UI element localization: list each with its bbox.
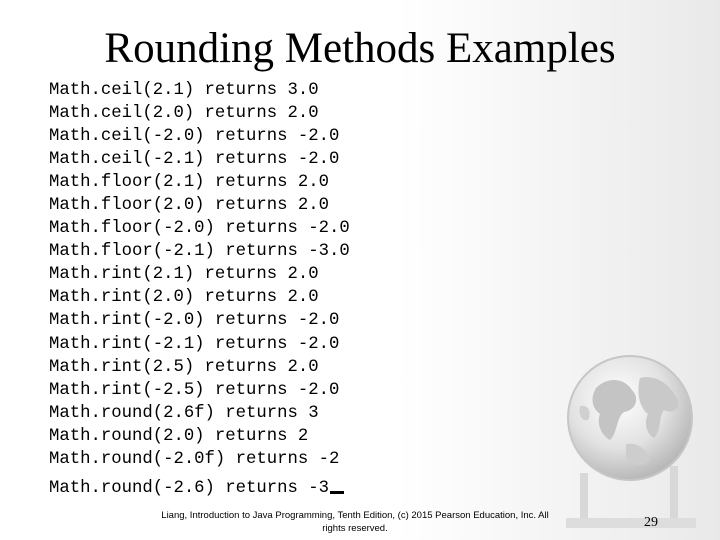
footer-line-1: Liang, Introduction to Java Programming, Tenth Edition, (c) 2015 Pearson Education, Inc. All [161,510,549,521]
code-line: Math.ceil(2.1) returns 3.0 [49,81,319,100]
code-line: Math.ceil(2.0) returns 2.0 [49,104,319,124]
code-line-text: Math.round(-2.6) returns -3 [49,478,330,498]
code-line: Math.rint(-2.1) returns -2.0 [49,334,340,354]
code-line: Math.rint(2.0) returns 2.0 [49,288,319,308]
code-line: Math.floor(-2.0) returns -2.0 [49,219,350,239]
globe-icon [566,348,696,528]
code-line: Math.round(2.6f) returns 3 [49,403,319,423]
code-line: Math.ceil(-2.1) returns -2.0 [49,150,340,170]
code-line: Math.floor(2.0) returns 2.0 [49,196,330,216]
code-line-last [49,477,350,500]
code-line: Math.rint(2.1) returns 2.0 [49,265,319,285]
footer-citation [130,509,580,535]
code-line: Math.rint(2.5) returns 2.0 [49,357,319,377]
footer-line-2: rights reserved. [322,523,388,534]
code-line: Math.round(2.0) returns 2 [49,426,309,446]
code-line: Math.floor(2.1) returns 2.0 [49,173,330,193]
code-line: Math.rint(-2.5) returns -2.0 [49,380,340,400]
code-line: Math.floor(-2.1) returns -3.0 [49,242,350,262]
text-cursor [330,491,344,494]
code-line: Math.rint(-2.0) returns -2.0 [49,311,340,331]
code-line: Math.ceil(-2.0) returns -2.0 [49,127,340,147]
code-examples [49,79,350,500]
page-number: 29 [644,515,658,530]
code-line: Math.round(-2.0f) returns -2 [49,449,340,469]
slide-title: Rounding Methods Examples [104,25,616,72]
